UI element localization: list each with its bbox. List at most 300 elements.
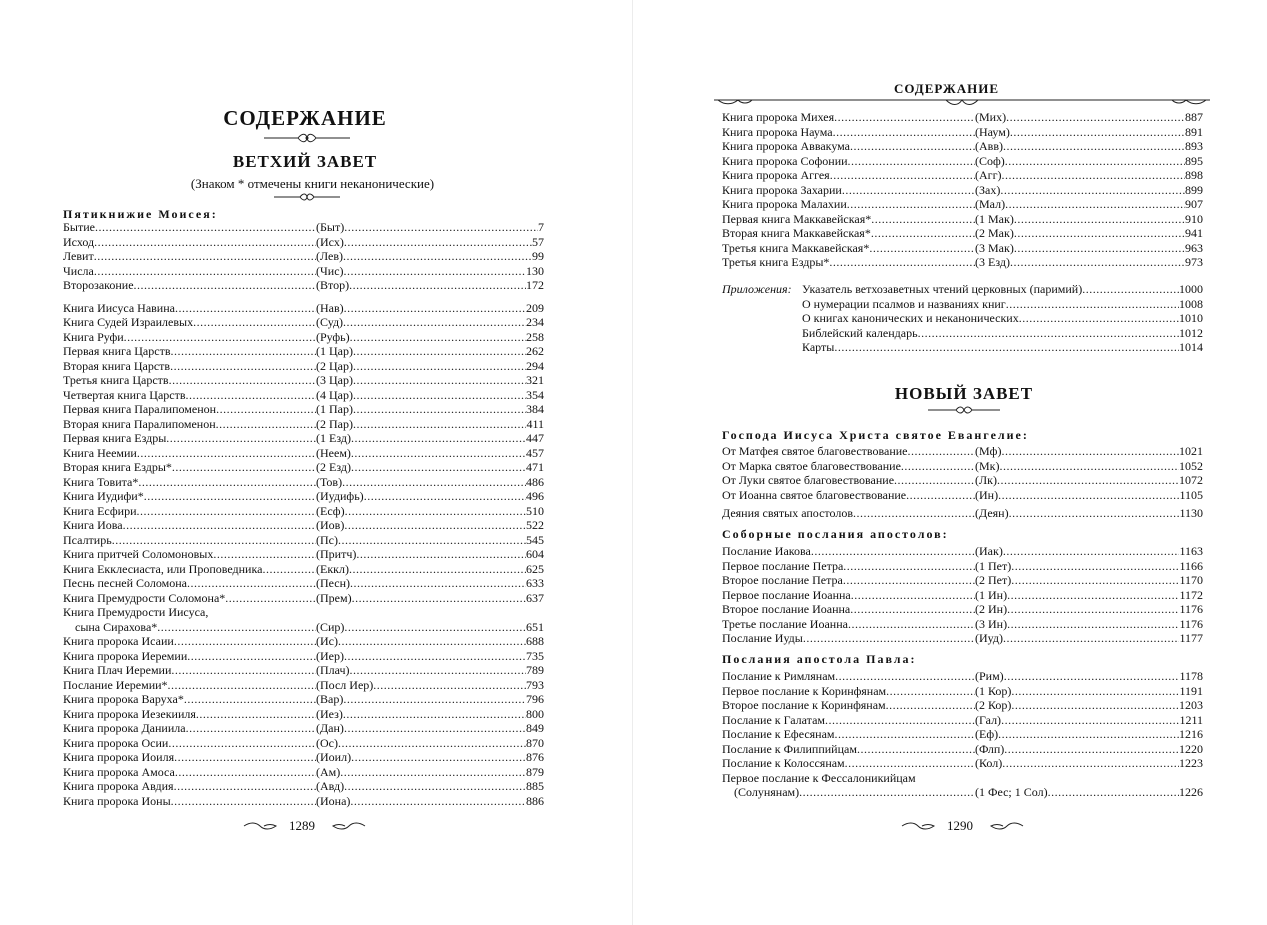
toc-row: [63, 373, 544, 388]
entry-page: 209: [526, 300, 544, 315]
leader-dots: [340, 765, 526, 780]
entry-left-part: [722, 617, 975, 632]
entry-abbreviation: (Мал): [975, 197, 1006, 211]
entry-left-part: [63, 518, 316, 533]
toc-row: [63, 707, 544, 722]
entry-left-part: [63, 533, 316, 548]
entry-left-part: [722, 713, 975, 728]
entry-page: 57: [532, 234, 544, 249]
appendix-page: 1010: [1179, 311, 1203, 325]
entry-page: 471: [526, 460, 544, 474]
entry-title: Книга пророка Иоиля: [63, 750, 175, 764]
toc-row: [63, 249, 544, 264]
leader-dots: [356, 547, 526, 562]
entry-title: Книга пророка Амоса: [63, 764, 175, 779]
section-pentateuch: Пятикнижие Моисея:: [63, 207, 218, 221]
leader-dots: [364, 489, 526, 504]
entry-abbreviation: (Притч): [316, 547, 357, 561]
entry-abbreviation: (Соф): [975, 153, 1005, 168]
entry-title: Псалтирь: [63, 532, 112, 547]
entry-page: 411: [526, 416, 544, 431]
entry-abbreviation: (Иов): [316, 518, 345, 532]
appendix-row: [802, 326, 1203, 341]
entry-title: Послание Иакова: [722, 544, 811, 558]
toc-row: [722, 684, 1203, 699]
entry-page: 898: [1185, 168, 1203, 182]
toc-row: [722, 631, 1203, 646]
entry-page: 384: [526, 402, 544, 416]
entry-page: 1223: [1179, 756, 1203, 770]
entry-page: 800: [526, 706, 544, 721]
appendix-row: [802, 282, 1203, 297]
leader-dots: [344, 620, 526, 635]
toc-row: [722, 617, 1203, 632]
toc-row: [722, 241, 1203, 256]
toc-row: [63, 605, 544, 620]
toc-row: [722, 602, 1203, 617]
entry-title: Книга пророка Иеремии: [63, 648, 188, 663]
leader-dots: [997, 473, 1179, 488]
entry-page: 1170: [1179, 573, 1203, 587]
entry-title: Книга Иова: [63, 518, 123, 532]
leader-dots: [350, 576, 526, 591]
old-testament-title: ВЕТХИЙ ЗАВЕТ: [232, 152, 378, 171]
entry-title: Книга пророка Исаии: [63, 634, 174, 648]
toc-row: [722, 488, 1203, 503]
toc-row: [722, 756, 1203, 771]
entry-abbreviation: (Иудифь): [316, 489, 364, 503]
entry-left-part: [63, 707, 316, 722]
entry-title: Книга Премудрости Соломона*: [63, 590, 226, 605]
entry-abbreviation: (Иер): [316, 648, 344, 663]
leader-dots: [124, 330, 316, 345]
leader-dots: [1007, 617, 1179, 632]
toc-row: [63, 794, 544, 809]
entry-page: 522: [526, 518, 544, 532]
entry-left-part: [722, 669, 975, 684]
entry-page: 907: [1185, 197, 1203, 211]
entry-left-part: [63, 417, 316, 432]
entry-page: 1176: [1179, 616, 1203, 631]
toc-row: [722, 727, 1203, 742]
entry-abbreviation: (Тов): [316, 474, 343, 489]
entry-page: 651: [526, 619, 544, 634]
entry-title: Третья книга Маккавейская*: [722, 240, 870, 255]
entry-page: 973: [1185, 255, 1203, 269]
entry-abbreviation: (Агг): [975, 168, 1002, 182]
appendix-title: О нумерации псалмов и названиях книг: [802, 296, 1006, 311]
leader-dots: [344, 235, 532, 250]
toc-row: [63, 460, 544, 475]
toc-row: [722, 713, 1203, 728]
entry-left-part: [63, 402, 316, 417]
entry-left-part: [722, 197, 975, 212]
entry-abbreviation: (Авд): [316, 779, 345, 793]
entry-page: 625: [526, 561, 544, 576]
leader-dots: [886, 698, 975, 713]
leader-dots: [216, 402, 316, 417]
toc-row: [63, 344, 544, 359]
leader-dots: [1007, 602, 1179, 617]
entry-page: 891: [1185, 124, 1203, 139]
entry-left-part: [63, 750, 316, 765]
leader-dots: [853, 506, 975, 521]
leader-dots: [1010, 255, 1185, 270]
entry-page: 258: [526, 329, 544, 344]
entry-title: Послание Иуды: [722, 631, 803, 645]
toc-row: [63, 591, 544, 606]
leader-dots: [869, 241, 975, 256]
entry-title: Первое послание к Коринфянам: [722, 683, 887, 698]
leader-dots: [847, 197, 975, 212]
toc-row: [63, 533, 544, 548]
leader-dots: [353, 344, 526, 359]
leader-dots: [843, 573, 975, 588]
entry-left-part: [63, 678, 316, 693]
leader-dots: [351, 446, 526, 461]
entry-left-part: [63, 794, 316, 809]
entry-abbreviation: (Прем): [316, 590, 352, 605]
toc-row: [63, 750, 544, 765]
entry-title: Книга пророка Аггея: [722, 168, 830, 182]
entry-abbreviation: (Иона): [316, 793, 351, 808]
leader-dots: [845, 756, 975, 771]
entry-title: Книга пророка Захарии: [722, 182, 842, 197]
leader-dots: [344, 721, 526, 736]
entry-left-part: [722, 255, 975, 270]
toc-row: [63, 518, 544, 533]
leader-dots: [138, 475, 316, 490]
entry-left-part: [63, 591, 316, 606]
leader-dots: [1011, 559, 1179, 574]
appendix-list: [802, 282, 1203, 355]
entry-page: 234: [526, 315, 544, 329]
entry-abbreviation: (Еккл): [316, 561, 349, 576]
leader-dots: [112, 533, 316, 548]
entry-abbreviation: (Авв): [975, 139, 1003, 153]
leader-dots: [351, 460, 526, 475]
section-gospels: Господа Иисуса Христа святое Евангелие:: [722, 428, 1029, 442]
entry-left-part: [63, 475, 316, 490]
leader-dots: [174, 750, 316, 765]
leader-dots: [94, 264, 316, 279]
entry-left-part: [63, 301, 316, 316]
toc-row: [63, 235, 544, 250]
entry-page: 793: [526, 677, 544, 692]
entry-page: 1052: [1179, 458, 1203, 473]
leader-dots: [1001, 444, 1179, 459]
toc-row: [63, 264, 544, 279]
entry-page: 887: [1185, 110, 1203, 124]
entry-title: Вторая книга Ездры*: [63, 460, 172, 474]
entry-title: Книга пророка Иезекииля: [63, 706, 196, 721]
entry-page: 457: [526, 445, 544, 460]
entry-abbreviation: (Кол): [975, 756, 1003, 770]
leader-dots: [338, 533, 526, 548]
entry-left-part: [63, 562, 316, 577]
entry-page: 633: [526, 576, 544, 590]
appendix-page: 1008: [1179, 296, 1203, 311]
entry-abbreviation: (Иоил): [316, 750, 352, 764]
left-page: [0, 0, 633, 925]
entry-title: (Солунянам): [734, 785, 800, 799]
entry-left-part: [722, 110, 975, 125]
toc-row: [63, 620, 544, 635]
entry-abbreviation: (3 Мак): [975, 240, 1014, 255]
entry-left-part: [63, 264, 316, 279]
leader-dots: [174, 779, 316, 794]
flourish-ornament-icon: [262, 132, 352, 144]
leader-dots: [225, 591, 316, 606]
entry-left-part: [722, 212, 975, 227]
toc-row: [722, 183, 1203, 198]
leader-dots: [998, 727, 1179, 742]
leader-dots: [95, 220, 316, 235]
entry-page: 941: [1185, 226, 1203, 240]
leader-dots: [871, 226, 975, 241]
entry-page: 7: [538, 220, 544, 234]
entry-title: Первое послание Иоанна: [722, 587, 851, 602]
entry-abbreviation: (Вар): [316, 692, 344, 706]
page-number-right: 1290: [947, 818, 973, 833]
entry-left-part: [63, 692, 316, 707]
entry-page: 789: [526, 663, 544, 677]
leader-dots: [187, 649, 316, 664]
entry-left-part: [722, 226, 975, 241]
entry-title: Книга пророка Аввакума: [722, 139, 850, 153]
entry-title: От Иоанна святое благовествование: [722, 487, 907, 502]
entry-abbreviation: (Быт): [316, 220, 345, 234]
catholic-epistles-list: [722, 544, 1203, 646]
right-page: [634, 0, 1267, 925]
appendix-row: [802, 311, 1203, 326]
left-contents-list: [63, 220, 544, 808]
new-testament-title: НОВЫЙ ЗАВЕТ: [894, 384, 1034, 403]
entry-abbreviation: (Песн): [316, 576, 351, 590]
entry-title: Третья книга Ездры*: [722, 255, 830, 269]
leader-dots: [835, 669, 975, 684]
toc-row: [63, 431, 544, 446]
entry-abbreviation: (Мк): [975, 458, 1000, 473]
entry-left-part: [63, 460, 316, 475]
leader-dots: [343, 692, 526, 707]
leader-dots: [186, 721, 316, 736]
toc-row: [722, 669, 1203, 684]
entry-left-part: [722, 506, 975, 521]
toc-row: [63, 504, 544, 519]
entry-abbreviation: (1 Езд): [316, 431, 351, 445]
toc-row: [722, 212, 1203, 227]
contents-title: СОДЕРЖАНИЕ: [223, 106, 387, 130]
toc-row: [722, 226, 1203, 241]
leader-dots: [170, 359, 316, 374]
leader-dots: [169, 373, 316, 388]
entry-title: Вторая книга Маккавейская*: [722, 226, 871, 240]
toc-row: [722, 459, 1203, 474]
leader-dots: [850, 139, 975, 154]
leader-dots: [344, 779, 526, 794]
entry-abbreviation: (Иез): [316, 706, 343, 721]
leader-dots: [353, 388, 526, 403]
entry-page: 1191: [1179, 683, 1203, 698]
entry-page: 262: [526, 344, 544, 358]
entry-page: 899: [1185, 182, 1203, 197]
entry-left-part: [63, 736, 316, 751]
entry-page: 1176: [1179, 602, 1203, 616]
entry-title: Книга Есфири: [63, 503, 137, 518]
entry-abbreviation: (Лев): [316, 249, 344, 263]
toc-row: [63, 547, 544, 562]
entry-page: 1166: [1179, 558, 1203, 573]
small-ornament-icon: [926, 405, 1002, 415]
leader-dots: [886, 684, 975, 699]
toc-row: [722, 573, 1203, 588]
leader-dots: [1005, 154, 1185, 169]
entry-title: Первое послание Петра: [722, 558, 844, 573]
entry-title: Книга Премудрости Иисуса,: [63, 605, 209, 619]
entry-abbreviation: (Мих): [975, 110, 1007, 124]
entry-left-part: [63, 721, 316, 736]
entry-title: Вторая книга Царств: [63, 358, 171, 373]
entry-left-part: [722, 727, 975, 742]
entry-left-part: [722, 602, 975, 617]
leader-dots: [842, 183, 975, 198]
entry-abbreviation: (1 Пет): [975, 558, 1012, 573]
entry-title: Первая книга Царств: [63, 344, 171, 358]
appendix-page: 1012: [1179, 325, 1203, 340]
right-contents-list: [722, 110, 1203, 270]
leader-dots: [94, 249, 316, 264]
entry-page: 963: [1185, 240, 1203, 255]
entry-abbreviation: (Посл Иер): [316, 677, 374, 692]
entry-title: Книга пророка Осии: [63, 735, 169, 750]
entry-left-part: [63, 649, 316, 664]
entry-abbreviation: (3 Ин): [975, 616, 1008, 631]
entry-title: сына Сирахова*: [75, 619, 158, 634]
leader-dots: [123, 518, 316, 533]
leader-dots: [901, 459, 975, 474]
entry-page: 876: [526, 750, 544, 764]
entry-abbreviation: (Пс): [316, 532, 338, 547]
appendix-row: [802, 340, 1203, 355]
entry-page: 447: [526, 431, 544, 445]
entry-page: 885: [526, 779, 544, 793]
entry-title: Книга пророка Наума: [722, 124, 833, 139]
entry-abbreviation: (Есф): [316, 503, 345, 518]
toc-row: [63, 388, 544, 403]
page-number-left: 1289: [289, 818, 315, 833]
leader-dots: [137, 446, 316, 461]
entry-title: Книга пророка Малахии: [722, 197, 847, 211]
entry-title: Бытие: [63, 220, 95, 234]
leader-dots: [1003, 631, 1179, 646]
entry-page: 321: [526, 373, 544, 387]
leader-dots: [1010, 125, 1185, 140]
toc-row: [722, 154, 1203, 169]
leader-dots: [157, 620, 316, 635]
entry-left-part: [63, 249, 316, 264]
entry-abbreviation: (Ос): [316, 735, 338, 750]
entry-page: 895: [1185, 153, 1203, 168]
entry-page: 1220: [1179, 741, 1203, 756]
leader-dots: [906, 488, 975, 503]
toc-row: [63, 315, 544, 330]
leader-dots: [344, 301, 526, 316]
entry-left-part: [722, 684, 975, 699]
toc-row: [722, 559, 1203, 574]
entry-page: 496: [526, 489, 544, 503]
leader-dots: [175, 301, 316, 316]
leader-dots: [1007, 588, 1179, 603]
toc-row: [722, 742, 1203, 757]
entry-left-part: [722, 631, 975, 646]
leader-dots: [344, 649, 526, 664]
leader-dots: [213, 547, 316, 562]
leader-dots: [833, 125, 975, 140]
leader-dots: [848, 154, 975, 169]
leader-dots: [1011, 684, 1179, 699]
entry-title: Второе послание Петра: [722, 573, 843, 587]
entry-left-part: [722, 459, 975, 474]
entry-page: 172: [526, 278, 544, 292]
entry-abbreviation: (4 Цар): [316, 387, 353, 402]
toc-row: [722, 444, 1203, 459]
gospels-list: [722, 444, 1203, 502]
entry-title: Первая книга Паралипоменон: [63, 402, 217, 416]
leader-dots: [834, 110, 975, 125]
entry-abbreviation: (2 Пар): [316, 416, 353, 431]
spacer: [63, 293, 544, 301]
entry-abbreviation: (Втор): [316, 278, 350, 292]
toc-row: [722, 698, 1203, 713]
toc-row: [722, 506, 1203, 521]
entry-title: Книга пророка Авдия: [63, 779, 174, 793]
entry-left-part: [722, 559, 975, 574]
entry-abbreviation: (Суд): [316, 315, 344, 329]
appendix-page: 1014: [1179, 340, 1203, 354]
leader-dots: [908, 444, 976, 459]
leader-dots: [825, 713, 975, 728]
toc-row: [722, 544, 1203, 559]
entry-left-part: [722, 488, 975, 503]
leader-dots: [184, 692, 316, 707]
entry-page: 910: [1185, 211, 1203, 226]
entry-page: 1172: [1179, 587, 1203, 602]
leader-dots: [352, 591, 526, 606]
entry-abbreviation: (Мф): [975, 444, 1002, 458]
entry-page: 1130: [1179, 506, 1203, 520]
leader-dots: [171, 794, 316, 809]
leader-dots: [1011, 573, 1179, 588]
entry-title: Книга пророка Ионы: [63, 793, 171, 808]
entry-page: 1216: [1179, 727, 1203, 741]
entry-title: От Марка святое благовествование: [722, 458, 901, 473]
appendix-page: 1000: [1179, 282, 1203, 296]
toc-row: [722, 473, 1203, 488]
entry-page: 130: [526, 263, 544, 278]
leader-dots: [175, 765, 316, 780]
toc-row: [63, 278, 544, 293]
entry-abbreviation: (Ис): [316, 634, 338, 648]
leader-dots: [343, 249, 532, 264]
entry-left-part: [63, 663, 316, 678]
toc-row: [63, 576, 544, 591]
leader-dots: [843, 559, 975, 574]
entry-left-part: [63, 489, 316, 504]
entry-page: 1105: [1179, 487, 1203, 502]
entry-page: 99: [532, 249, 544, 263]
leader-dots: [1011, 698, 1179, 713]
